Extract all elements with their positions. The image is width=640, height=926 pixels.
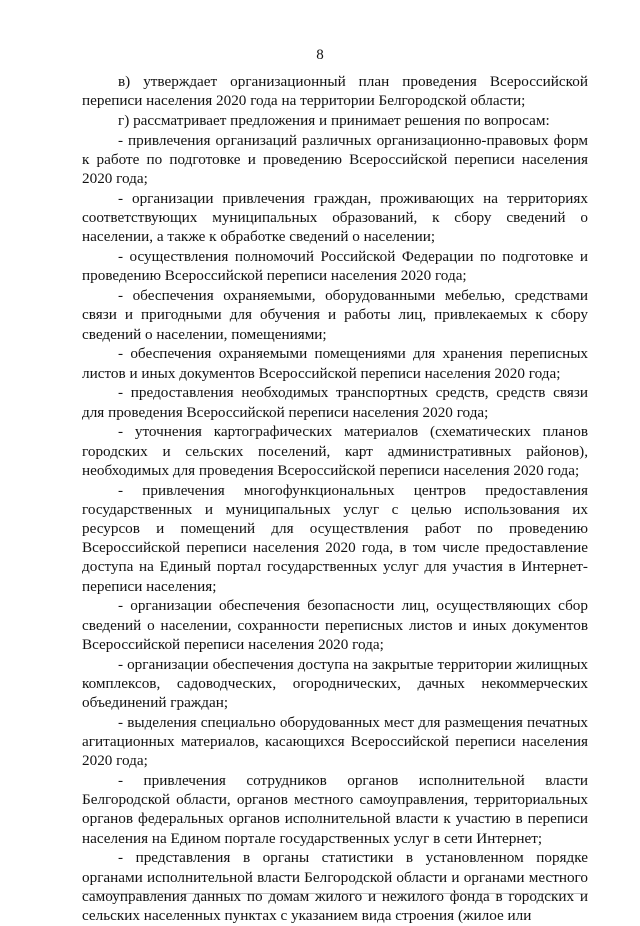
list-item: - осуществления полномочий Российской Федерации по подготовке и проведению Всероссийской переписи населения 2020 года; xyxy=(82,248,588,285)
list-item: - обеспечения охраняемыми, оборудованными мебелью, средствами связи и пригодными для обучения и работы лиц, привлекаемых к сбору сведений о населении, помещениями; xyxy=(82,287,588,343)
list-item: - организации обеспечения доступа на закрытые территории жилищных комплексов, садоводческих, огороднических, дачных некоммерческих объединений граждан; xyxy=(82,655,588,712)
paragraph-item-g: г) рассматривает предложения и принимает решения по вопросам: xyxy=(118,112,550,129)
list-item: - привлечения многофункциональных центров предоставления государственных и муниципальных услуг с целью использования их ресурсов и помещений для осуществления работ по проведению Всероссийской переписи населения 2020 года, в том числе предоставление доступа на Единый портал государственных услуг для участия в Интернет-переписи населения; xyxy=(82,481,588,595)
list-item: - представления в органы статистики в установленном порядке органами исполнительной власти Белгородской области и органами местного самоуправления данных по домам жилого и нежилого фонда в городских и сельских населенных пунктах с указанием вида строения (жилое или xyxy=(82,849,588,925)
list-item: - привлечения организаций различных организационно-правовых форм к работе по подготовке и проведению Всероссийской переписи населения 2020 года; xyxy=(82,131,588,188)
list-item: - организации обеспечения безопасности лиц, осуществляющих сбор сведений о населении, сохранности переписных листов и иных документов Всероссийской переписи населения 2020 года; xyxy=(82,597,588,653)
page-bottom-divider xyxy=(82,893,588,894)
list-item: - выделения специально оборудованных мест для размещения печатных агитационных материалов, касающихся Всероссийской переписи населения 2020 года; xyxy=(82,713,588,770)
list-item: - уточнения картографических материалов (схематических планов городских и сельских поселений, карт административных районов), необходимых для проведения Всероссийской переписи населения 2020 года; xyxy=(82,423,588,479)
list-item: - организации привлечения граждан, проживающих на территориях соответствующих муниципальных образований, к сбору сведений о населении, а также к обработке сведений о населении; xyxy=(82,190,588,246)
document-body xyxy=(82,72,588,926)
list-item: - привлечения сотрудников органов исполнительной власти Белгородской области, органов местного самоуправления, территориальных органов федеральных органов исполнительной власти к участию в переписи населения на Едином портале государственных услуг в сети Интернет; xyxy=(82,772,588,847)
list-item: - обеспечения охраняемыми помещениями для хранения переписных листов и иных документов Всероссийской переписи населения 2020 года; xyxy=(82,345,588,382)
paragraph-item-v: в) утверждает организационный план проведения Всероссийской переписи населения 2020 года на территории Белгородской области; xyxy=(82,73,588,110)
list-item: - предоставления необходимых транспортных средств, средств связи для проведения Всероссийской переписи населения 2020 года; xyxy=(82,384,588,421)
page-number: 8 xyxy=(316,47,324,63)
